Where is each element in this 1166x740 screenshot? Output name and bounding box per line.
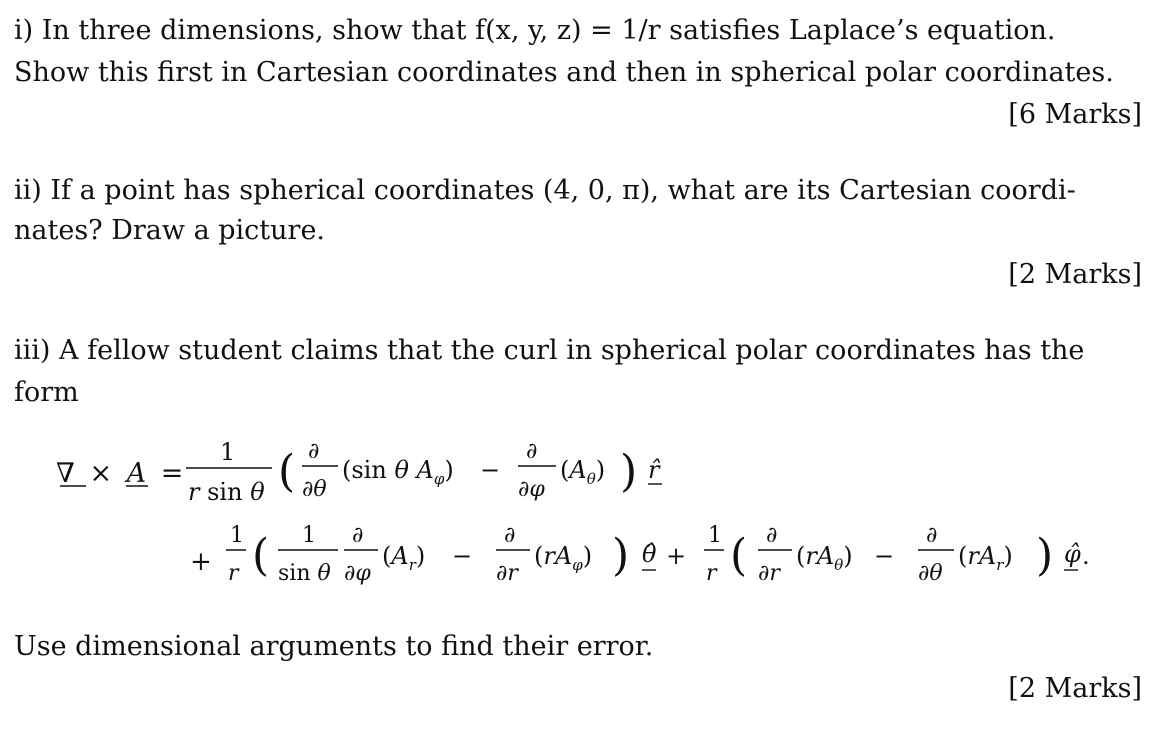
svg-text:∂φ: ∂φ — [518, 477, 545, 502]
svg-text:+: + — [190, 547, 212, 577]
svg-text:∂: ∂ — [766, 523, 778, 548]
svg-text:(sin θ Aφ): (sin θ $A_\varphi$) — [342, 456, 454, 488]
svg-text:∂: ∂ — [526, 439, 538, 464]
part-ii-line-2: nates? Draw a picture. — [14, 215, 326, 246]
svg-text:(Aθ): $(A_\theta)$ — [560, 456, 606, 488]
svg-text:∂φ: ∂φ — [344, 561, 371, 586]
svg-text:−: − — [480, 456, 501, 484]
svg-text:+: + — [666, 542, 687, 570]
svg-text:): ) — [1036, 530, 1054, 581]
svg-text:r̂: r̂ — [648, 456, 660, 484]
svg-text:(rAθ): $(rA_\theta)$ — [796, 542, 853, 574]
svg-text:∂: ∂ — [308, 439, 320, 464]
svg-text:1: 1 — [302, 523, 316, 548]
svg-text:1: 1 — [230, 523, 244, 548]
svg-text:φ̂: φ̂ — [1064, 540, 1081, 568]
part-iii-line-3: Use dimensional arguments to find their error. — [14, 631, 654, 662]
svg-text:∂θ: ∂θ — [302, 477, 327, 502]
svg-text:r: r — [228, 561, 239, 586]
svg-text:(Ar): $(A_r)$ — [382, 542, 426, 574]
part-i-line-1: i) In three dimensions, show that f(x, y, z) = 1/r satisfies Laplace’s equation. — [14, 15, 1056, 46]
nabla-symbol: ∇ — [56, 458, 75, 489]
part-ii-line-1: ii) If a point has spherical coordinates (4, 0, π), what are its Cartesian coordi- — [14, 175, 1076, 206]
svg-text:r: r — [706, 561, 717, 586]
svg-text:θ̂: θ̂ — [642, 540, 657, 568]
svg-text:): ) — [612, 530, 630, 581]
part-ii-marks: [2 Marks] — [1008, 259, 1142, 290]
part-iii-marks: [2 Marks] — [1008, 673, 1142, 704]
lhs-curl-a: ∇ × A = — [56, 458, 184, 489]
svg-text:∂θ: ∂θ — [918, 561, 943, 586]
svg-text:∂: ∂ — [926, 523, 938, 548]
part-iii-line-1: iii) A fellow student claims that the curl in spherical polar coordinates has the — [14, 335, 1085, 366]
svg-text:): ) — [620, 446, 638, 497]
svg-text:∂: ∂ — [504, 523, 516, 548]
svg-text:∂: ∂ — [352, 523, 364, 548]
svg-text:sin θ: sin θ — [278, 561, 331, 586]
svg-text:∂r: ∂r — [758, 561, 780, 586]
svg-text:(rAφ): $(rA_\varphi)$ — [534, 542, 593, 574]
part-iii-line-2: form — [14, 377, 79, 408]
curl-equation — [56, 420, 1116, 620]
svg-text:1: 1 — [708, 523, 722, 548]
svg-text:.: . — [1082, 542, 1090, 570]
svg-text:(: ( — [730, 530, 748, 581]
svg-text:∂r: ∂r — [496, 561, 518, 586]
svg-text:1: 1 — [220, 438, 236, 466]
part-i-marks: [6 Marks] — [1008, 99, 1142, 130]
svg-text:−: − — [452, 542, 473, 570]
svg-text:−: − — [874, 542, 895, 570]
svg-text:(: ( — [278, 446, 296, 497]
svg-text:(: ( — [252, 530, 270, 581]
svg-text:(rAr): $(rA_r)$ — [958, 542, 1013, 574]
svg-text:r sin θ: r sin θ — [188, 478, 265, 506]
part-i-line-2: Show this first in Cartesian coordinates and then in spherical polar coordinates. — [14, 57, 1114, 88]
